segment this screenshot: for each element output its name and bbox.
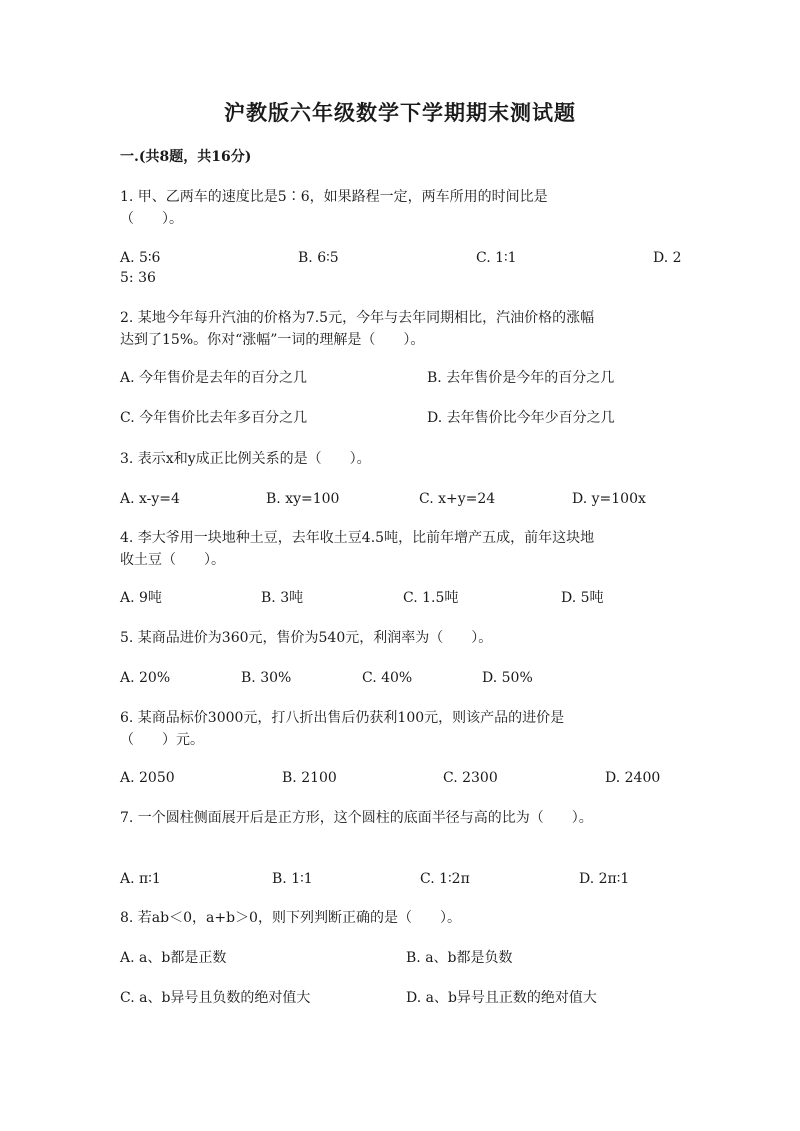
option-d[interactable]: D. 2 — [653, 250, 682, 266]
option-d[interactable]: D. 2400 — [605, 770, 661, 786]
page-title: 沪教版六年级数学下学期期末测试题 — [224, 100, 576, 125]
option-a[interactable]: A. 9吨 — [120, 590, 162, 606]
option-b[interactable]: B. xy=100 — [266, 491, 340, 507]
question-stem-line: （ ）。 — [120, 211, 183, 227]
option-c[interactable]: C. 1.5吨 — [403, 590, 459, 606]
question-stem-line: 6. 某商品标价3000元，打八折出售后仍获利100元，则该产品的进价是 — [120, 710, 565, 726]
question-stem-line: 收土豆（ ）。 — [120, 552, 225, 568]
question-stem-line: 7. 一个圆柱侧面展开后是正方形，这个圆柱的底面半径与高的比为（ ）。 — [120, 810, 593, 826]
option-c[interactable]: C. 1∶2π — [420, 871, 470, 887]
option-b[interactable]: B. 3吨 — [261, 590, 304, 606]
question-2 — [120, 307, 680, 351]
option-b[interactable]: B. a、b都是负数 — [406, 950, 513, 966]
option-c[interactable]: C. 今年售价比去年多百分之几 — [120, 410, 308, 426]
question-6 — [120, 707, 680, 751]
question-stem-line: （ ）元。 — [120, 732, 204, 748]
option-b[interactable]: B. 去年售价是今年的百分之几 — [427, 370, 615, 386]
option-c[interactable]: C. 1∶1 — [476, 250, 517, 266]
question-stem-line: 1. 甲、乙两车的速度比是5∶6，如果路程一定，两车所用的时间比是 — [120, 189, 548, 205]
option-d[interactable]: D. a、b异号且正数的绝对值大 — [406, 990, 597, 1006]
question-stem-line: 5. 某商品进价为360元，售价为540元，利润率为（ ）。 — [120, 630, 493, 646]
option-d[interactable]: D. 2π∶1 — [579, 871, 630, 887]
question-stem-line: 3. 表示x和y成正比例关系的是（ ）。 — [120, 451, 371, 467]
question-stem-line: 8. 若ab＜0，a+b＞0，则下列判断正确的是（ ）。 — [120, 910, 461, 926]
question-8 — [120, 907, 680, 929]
option-c[interactable]: C. 2300 — [443, 770, 498, 786]
section-heading: 一.(共8题，共16分) — [120, 149, 252, 165]
question-5 — [120, 627, 680, 649]
option-c[interactable]: C. a、b异号且负数的绝对值大 — [120, 990, 311, 1006]
option-a[interactable]: A. 今年售价是去年的百分之几 — [120, 370, 308, 386]
question-1 — [120, 186, 680, 230]
question-stem-line: 2. 某地今年每升汽油的价格为7.5元，今年与去年同期相比，汽油价格的涨幅 — [120, 310, 595, 326]
option-c[interactable]: C. 40% — [362, 670, 413, 686]
option-a[interactable]: A. π∶1 — [120, 871, 161, 887]
question-3 — [120, 448, 680, 470]
option-a[interactable]: A. a、b都是正数 — [120, 950, 227, 966]
option-d[interactable]: D. 去年售价比今年少百分之几 — [427, 410, 615, 426]
option-a[interactable]: A. x-y=4 — [120, 491, 180, 507]
option-b[interactable]: B. 6∶5 — [298, 250, 339, 266]
question-stem-line: 4. 李大爷用一块地种土豆，去年收土豆4.5吨，比前年增产五成，前年这块地 — [120, 530, 595, 546]
question-7 — [120, 807, 680, 829]
option-c[interactable]: C. x+y=24 — [419, 491, 496, 507]
option-d[interactable]: D. 50% — [482, 670, 533, 686]
option-b[interactable]: B. 30% — [241, 670, 292, 686]
option-a[interactable]: A. 2050 — [120, 770, 175, 786]
option-a[interactable]: A. 5∶6 — [120, 250, 161, 266]
question-4 — [120, 527, 680, 571]
option-d[interactable]: D. 5吨 — [561, 590, 604, 606]
option-b[interactable]: B. 1∶1 — [272, 871, 313, 887]
option-d-wrap: 5: 36 — [120, 270, 156, 286]
option-a[interactable]: A. 20% — [120, 670, 171, 686]
option-b[interactable]: B. 2100 — [282, 770, 337, 786]
question-stem-line: 达到了15%。你对“涨幅”一词的理解是（ ）。 — [120, 332, 425, 348]
option-d[interactable]: D. y=100x — [572, 491, 646, 507]
